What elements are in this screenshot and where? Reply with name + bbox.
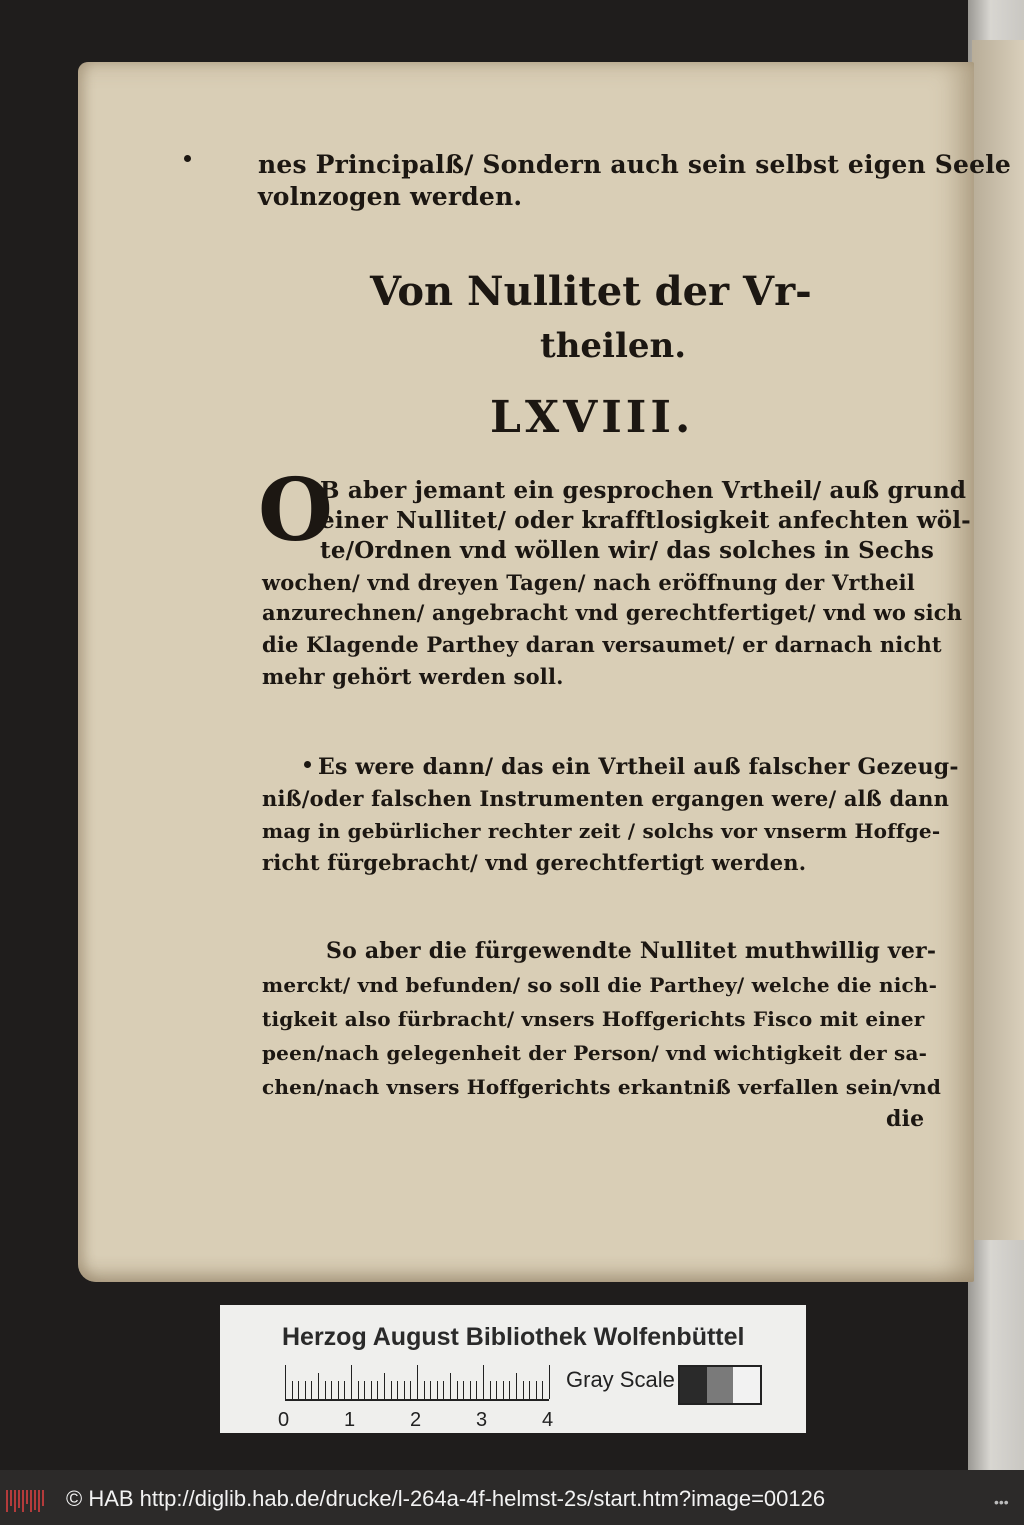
ruler-tick	[331, 1381, 332, 1399]
ruler-tick	[384, 1373, 385, 1399]
more-options-icon[interactable]: •••	[994, 1494, 1009, 1510]
ruler-tick	[410, 1381, 411, 1399]
margin-bullet	[184, 155, 191, 162]
gray-swatch-dark	[680, 1367, 707, 1403]
ruler-tick	[430, 1381, 431, 1399]
library-reference-card	[220, 1305, 806, 1433]
ruler-tick	[437, 1381, 438, 1399]
text-line: einer Nullitet/ oder krafftlosigkeit anfechten wöl-	[320, 507, 971, 534]
ruler-tick	[298, 1381, 299, 1399]
ruler-tick	[351, 1365, 352, 1399]
text-line: B aber jemant ein gesprochen Vrtheil/ auß grund	[320, 477, 967, 504]
ruler-tick	[371, 1381, 372, 1399]
ruler-number: 0	[278, 1409, 290, 1431]
text-line: mehr gehört werden soll.	[262, 664, 564, 689]
catchword: die	[886, 1106, 925, 1132]
text-line: die Klagende Parthey daran versaumet/ er darnach nicht	[262, 632, 942, 657]
ruler-tick	[509, 1381, 510, 1399]
text-line: So aber die fürgewendte Nullitet muthwillig ver-	[326, 938, 937, 964]
ruler-tick	[364, 1381, 365, 1399]
ruler-tick	[503, 1381, 504, 1399]
ruler-tick	[285, 1365, 286, 1399]
ruler-tick	[542, 1381, 543, 1399]
text-line: nes Principalß/ Sondern auch sein selbst eigen Seele	[258, 150, 1012, 179]
text-line: te/Ordnen vnd wöllen wir/ das solches in Sechs	[320, 537, 935, 564]
text-line: merckt/ vnd befunden/ so soll die Parthey/ welche die nich-	[262, 973, 938, 997]
ruler-tick	[516, 1373, 517, 1399]
ruler-tick	[404, 1381, 405, 1399]
adjacent-page-edge	[972, 40, 1024, 1240]
margin-bullet	[304, 761, 311, 768]
drop-capital: O	[258, 460, 333, 561]
ruler-tick	[424, 1381, 425, 1399]
text-line: volnzogen werden.	[258, 182, 523, 211]
ruler-number: 3	[476, 1409, 488, 1431]
gray-swatch-light	[733, 1367, 760, 1403]
gray-scale-swatches	[678, 1365, 762, 1405]
text-line: Es were dann/ das ein Vrtheil auß falscher Gezeug-	[318, 754, 959, 780]
text-line: richt fürgebracht/ vnd gerechtfertigt werden.	[262, 850, 807, 875]
library-name: Herzog August Bibliothek Wolfenbüttel	[282, 1323, 745, 1351]
ruler-tick	[391, 1381, 392, 1399]
ruler-number: 4	[542, 1409, 554, 1431]
text-line: wochen/ vnd dreyen Tagen/ nach eröffnung der Vrtheil	[262, 570, 915, 595]
ruler-tick	[377, 1381, 378, 1399]
ruler-tick	[417, 1365, 418, 1399]
ruler-tick	[476, 1381, 477, 1399]
ruler-tick	[344, 1381, 345, 1399]
ruler-tick	[318, 1373, 319, 1399]
gray-scale-label: Gray Scale	[566, 1367, 675, 1392]
text-line: tigkeit also fürbracht/ vnsers Hoffgerichts Fisco mit einer	[262, 1007, 925, 1031]
ruler-tick	[457, 1381, 458, 1399]
ruler-tick	[311, 1381, 312, 1399]
ruler-tick	[536, 1381, 537, 1399]
ruler-tick	[325, 1381, 326, 1399]
ruler-tick	[450, 1373, 451, 1399]
ruler-tick	[490, 1381, 491, 1399]
ruler-tick	[443, 1381, 444, 1399]
copyright-url[interactable]: © HAB http://diglib.hab.de/drucke/l-264a-4f-helmst-2s/start.htm?image=00126	[66, 1486, 826, 1511]
ruler-tick	[529, 1381, 530, 1399]
ruler-tick	[470, 1381, 471, 1399]
gray-swatch-mid	[707, 1367, 734, 1403]
chapter-number: LXVIII.	[490, 392, 695, 443]
ruler-tick	[338, 1381, 339, 1399]
ruler-tick	[549, 1365, 550, 1399]
ruler-tick	[523, 1381, 524, 1399]
text-line: niß/oder falschen Instrumenten ergangen were/ alß dann	[262, 786, 950, 811]
ruler-tick	[463, 1381, 464, 1399]
ruler-tick	[305, 1381, 306, 1399]
text-line: anzurechnen/ angebracht vnd gerechtfertiget/ vnd wo sich	[262, 600, 963, 625]
measurement-ruler	[285, 1363, 549, 1401]
ruler-tick	[358, 1381, 359, 1399]
ruler-tick	[496, 1381, 497, 1399]
text-line: mag in gebürlicher rechter zeit / solchs vor vnserm Hoffge-	[262, 819, 941, 843]
ruler-tick	[292, 1381, 293, 1399]
section-heading-continued: theilen.	[540, 326, 687, 366]
section-heading: Von Nullitet der Vr-	[370, 268, 812, 315]
text-line: peen/nach gelegenheit der Person/ vnd wichtigkeit der sa-	[262, 1041, 928, 1065]
text-line: chen/nach vnsers Hoffgerichts erkantniß verfallen sein/vnd	[262, 1075, 942, 1099]
ruler-tick	[397, 1381, 398, 1399]
ruler-number: 1	[344, 1409, 356, 1431]
ruler-number: 2	[410, 1409, 422, 1431]
ruler-tick	[483, 1365, 484, 1399]
barcode-icon	[6, 1490, 48, 1512]
